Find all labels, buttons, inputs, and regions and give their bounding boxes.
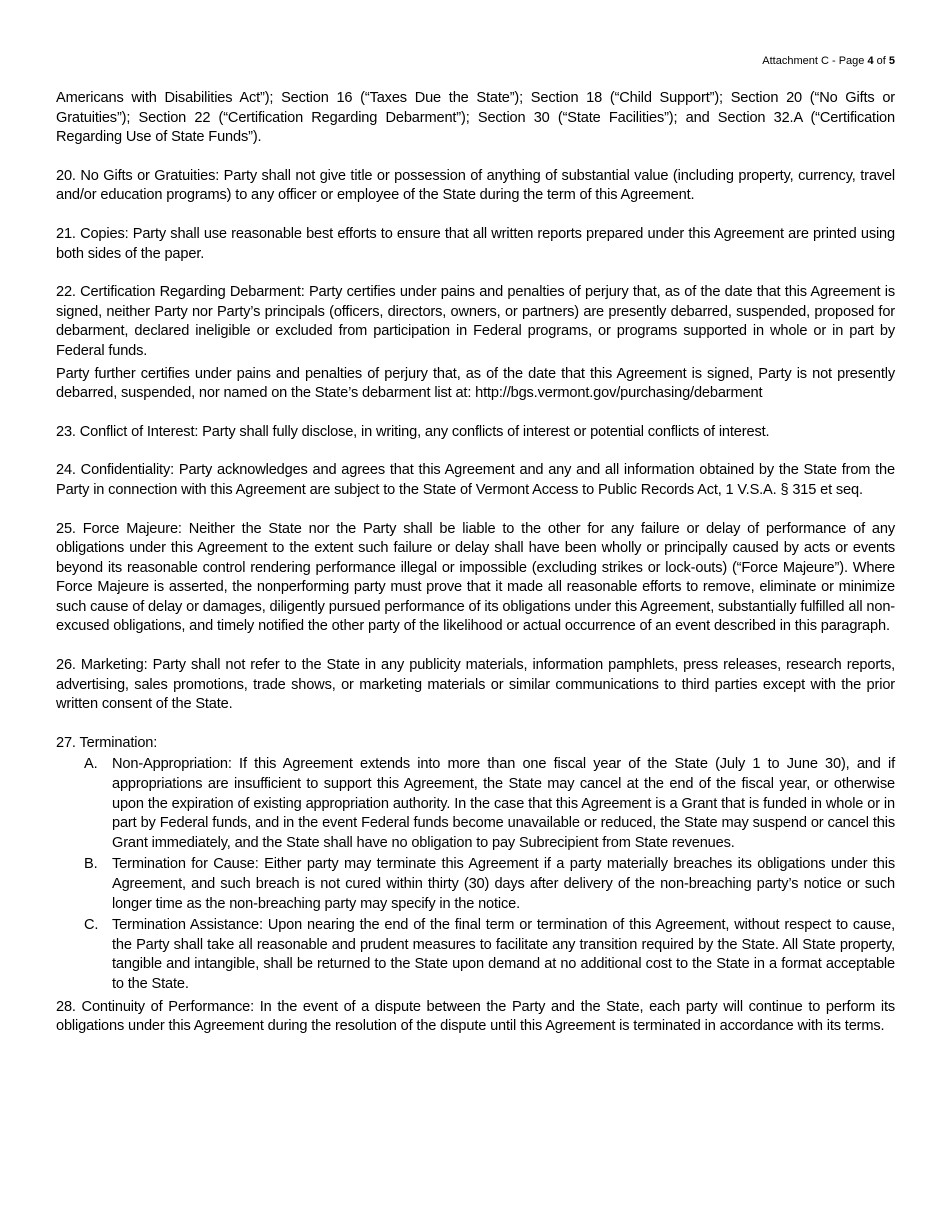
section-20-heading: 20. No Gifts or Gratuities:: [56, 167, 220, 184]
section-25-heading: 25. Force Majeure:: [56, 520, 182, 537]
section-26: [56, 656, 895, 715]
item-letter: C.: [84, 917, 99, 934]
section-28-body: In the event of a dispute between the Party and the State, each party will continue to perform its obligations under this Agreement during the resolution of the dispute until this Agreement is terminated in accordance with its terms.: [56, 998, 895, 1035]
section-23-body: Party shall fully disclose, in writing, any conflicts of interest or potential conflicts of interest.: [198, 423, 770, 440]
item-body: Upon nearing the end of the final term or termination of this Agreement, without respect to cause, the Party shall take all reasonable and prudent measures to facilitate any transition required by the State. All State property, tangible and intangible, shall be returned to the State upon demand at no additional cost to the State in a format acceptable to the State.: [112, 917, 896, 992]
section-24-body: Party acknowledges and agrees that this Agreement and any and all information obtained by the State from the Party in connection with this Agreement are subject to the State of Vermont Access to Public Records Act, 1 V.S.A. § 315 et seq.: [56, 462, 895, 498]
section-25-body: Neither the State nor the Party shall be liable to the other for any failure or delay of performance of any obligations under this Agreement to the extent such failure or delay shall have been wholly or principally caused by acts or events beyond its reasonable control rendering performance illegal or impossible (excluding strikes or lock-outs) (“Force Majeure”). Where Force Majeure is asserted, the nonperforming party must prove that it made all reasonable efforts to remove, eliminate or minimize such cause of delay or damages, diligently pursued performance of its obligations under this Agreement, substantially fulfilled all non-excused obligations, and timely notified the other party of the likelihood or actual occurrence of an event described in this paragraph.: [56, 520, 896, 635]
termination-item-c: [56, 916, 895, 994]
intro-paragraph: Americans with Disabilities Act”); Section 16 (“Taxes Due the State”); Section 18 (“Child Support”); Section 20 (“No Gifts or Gratuities”); Section 22 (“Certification Regarding Debarment”); Section 30 (“State Facilities”); and Section 32.A (“Certification Regarding Use of State Funds”).: [56, 90, 895, 146]
item-letter: A.: [84, 756, 98, 773]
termination-item-b: [56, 855, 895, 914]
item-heading: Termination Assistance:: [112, 917, 263, 934]
section-28: [56, 998, 895, 1037]
section-21: [56, 225, 895, 264]
section-23: [56, 423, 895, 443]
item-body: Either party may terminate this Agreement if a party materially breaches its obligations under this Agreement, and such breach is not cured within thirty (30) days after delivery of the non-breaching party’s notice or such longer time as the non-breaching party may specify in the notice.: [112, 856, 896, 912]
page-number: 4: [867, 55, 874, 67]
section-22: [56, 283, 895, 361]
page-header-prefix: Attachment C - Page: [762, 55, 868, 67]
page-header-of: of: [873, 55, 889, 67]
item-heading: Non-Appropriation:: [112, 756, 232, 773]
section-22-body: Party certifies under pains and penalties of perjury that, as of the date that this Agreement is signed, neither Party nor Party’s principals (officers, directors, owners, or partners) are presently debarred, suspended, proposed for debarment, declared ineligible or excluded from participation in Federal programs, or programs supported in whole or in part by Federal funds.: [56, 284, 896, 359]
section-22-heading: 22. Certification Regarding Debarment:: [56, 284, 305, 301]
section-24: [56, 461, 895, 500]
section-26-heading: 26. Marketing:: [56, 657, 148, 674]
item-letter: B.: [84, 856, 98, 873]
page-total: 5: [888, 55, 895, 67]
item-heading: Termination for Cause:: [112, 856, 259, 873]
section-24-heading: 24. Confidentiality:: [56, 462, 175, 479]
section-23-heading: 23. Conflict of Interest:: [56, 423, 199, 440]
document-body: [56, 89, 895, 1056]
termination-item-a: [56, 755, 895, 853]
termination-list: [56, 755, 895, 994]
section-25: [56, 520, 895, 638]
section-20-body: Party shall not give title or possession of anything of substantial value (including property, currency, travel and/or education programs) to any officer or employee of the State during the term of this Agreement.: [56, 167, 895, 204]
section-20: [56, 167, 895, 206]
section-26-body: Party shall not refer to the State in any publicity materials, information pamphlets, press releases, research reports, advertising, sales promotions, trade shows, or marketing materials or similar communications to third parties except with the prior written consent of the State.: [56, 657, 896, 713]
page-header: [762, 55, 895, 67]
section-28-heading: 28. Continuity of Performance:: [56, 998, 255, 1015]
section-21-body: Party shall use reasonable best efforts to ensure that all written reports prepared under this Agreement are printed using both sides of the paper.: [56, 225, 895, 262]
section-21-heading: 21. Copies:: [56, 225, 129, 242]
item-body: If this Agreement extends into more than one fiscal year of the State (July 1 to June 30), and if appropriations are insufficient to support this Agreement, the State may cancel at the end of the fiscal year, or otherwise upon the expiration of existing appropriation authority. In the case that this Agreement is a Grant that is funded in whole or in part by Federal funds, and in the event Federal funds become unavailable or reduced, the State may suspend or cancel this Grant immediately, and the State shall have no obligation to pay Subrecipient from State revenues.: [112, 756, 895, 851]
section-22-continued: Party further certifies under pains and penalties of perjury that, as of the date that this Agreement is signed, Party is not presently debarred, suspended, nor named on the State’s debarment list at: http://bgs.vermont.gov/purchasing/debarment: [56, 365, 895, 402]
section-27-heading: 27. Termination:: [56, 734, 158, 751]
